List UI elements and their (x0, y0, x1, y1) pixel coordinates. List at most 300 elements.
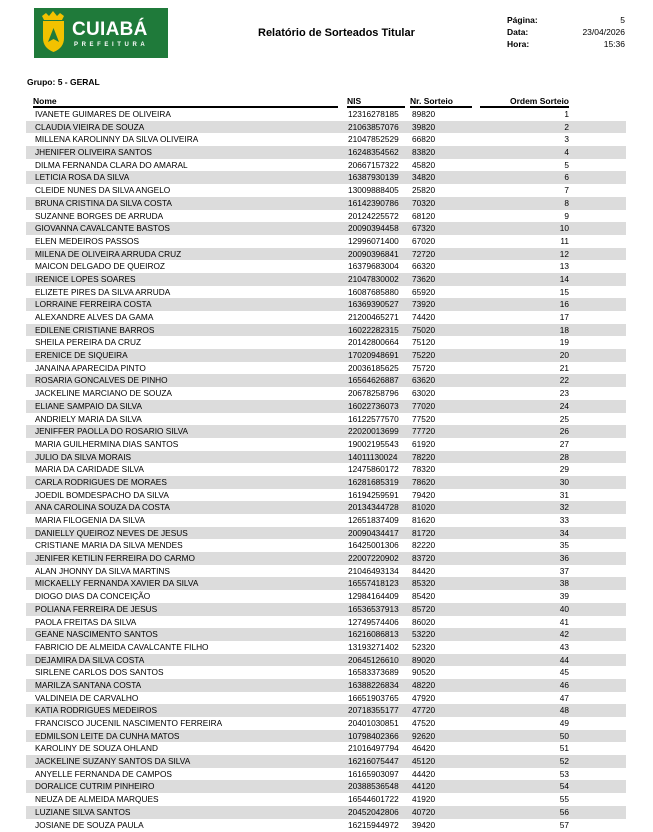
cell-nis: 16122577570 (348, 413, 399, 424)
table-row (26, 666, 626, 679)
cell-nome: SHEILA PEREIRA DA CRUZ (35, 337, 142, 348)
cell-nis: 20452042806 (348, 806, 399, 817)
table-row (26, 704, 626, 717)
cell-nr-sorteio: 53220 (412, 629, 436, 640)
cell-nome: ELIANE SAMPAIO DA SILVA (35, 400, 142, 411)
cell-nis: 20036185625 (348, 362, 399, 373)
cell-ordem-sorteio: 44 (559, 654, 569, 665)
cell-nome: MILLENA KAROLINNY DA SILVA OLIVEIRA (35, 134, 199, 145)
cell-nome: LUZIANE SILVA SANTOS (35, 806, 131, 817)
cell-nr-sorteio: 39420 (412, 819, 436, 830)
table-row (26, 210, 626, 223)
cell-nr-sorteio: 89020 (412, 654, 436, 665)
cell-nr-sorteio: 68120 (412, 210, 436, 221)
table-row (26, 730, 626, 743)
meta-time-value: 15:36 (603, 39, 625, 49)
cell-nis: 16022736073 (348, 400, 399, 411)
cell-nr-sorteio: 41920 (412, 794, 436, 805)
table-row (26, 679, 626, 692)
meta-time (507, 38, 625, 50)
table-row (26, 489, 626, 502)
table-row (26, 451, 626, 464)
report-meta (507, 14, 625, 50)
cell-ordem-sorteio: 13 (559, 261, 569, 272)
cell-nr-sorteio: 45820 (412, 159, 436, 170)
table-row (26, 654, 626, 667)
table-row (26, 298, 626, 311)
cell-nome: DORALICE CUTRIM PINHEIRO (35, 781, 155, 792)
cell-ordem-sorteio: 21 (559, 362, 569, 373)
cell-ordem-sorteio: 18 (559, 324, 569, 335)
meta-date (507, 26, 625, 38)
cell-nome: LETICIA ROSA DA SILVA (35, 172, 130, 183)
table-row (26, 692, 626, 705)
cell-ordem-sorteio: 28 (559, 451, 569, 462)
cell-nr-sorteio: 81020 (412, 502, 436, 513)
cell-nis: 16022282315 (348, 324, 399, 335)
cell-nis: 20142800664 (348, 337, 399, 348)
cell-ordem-sorteio: 31 (559, 489, 569, 500)
cell-nome: BRUNA CRISTINA DA SILVA COSTA (35, 197, 172, 208)
cell-nome: IRENICE LOPES SOARES (35, 273, 136, 284)
cell-ordem-sorteio: 4 (564, 147, 569, 158)
cell-ordem-sorteio: 12 (559, 248, 569, 259)
table-row (26, 717, 626, 730)
cell-nis: 13193271402 (348, 641, 399, 652)
table-row (26, 349, 626, 362)
column-header-nome: Nome (33, 96, 338, 108)
meta-time-label: Hora: (507, 39, 530, 49)
cell-nr-sorteio: 25820 (412, 185, 436, 196)
cell-nr-sorteio: 75720 (412, 362, 436, 373)
table-row (26, 527, 626, 540)
cuiaba-prefeitura-logo (34, 8, 168, 58)
cell-nome: JOSIANE DE SOUZA PAULA (35, 819, 144, 830)
cell-nr-sorteio: 44420 (412, 768, 436, 779)
cell-nr-sorteio: 73620 (412, 273, 436, 284)
cell-ordem-sorteio: 46 (559, 679, 569, 690)
cell-nr-sorteio: 85420 (412, 591, 436, 602)
cell-nr-sorteio: 45120 (412, 756, 436, 767)
cell-nis: 20134344728 (348, 502, 399, 513)
cell-ordem-sorteio: 10 (559, 223, 569, 234)
cell-ordem-sorteio: 37 (559, 565, 569, 576)
cell-nome: GIOVANNA CAVALCANTE BASTOS (35, 223, 170, 234)
cell-ordem-sorteio: 20 (559, 350, 569, 361)
cell-nome: FABRICIO DE ALMEIDA CAVALCANTE FILHO (35, 641, 209, 652)
cell-ordem-sorteio: 43 (559, 641, 569, 652)
cell-ordem-sorteio: 7 (564, 185, 569, 196)
table-row (26, 780, 626, 793)
cell-nr-sorteio: 90520 (412, 667, 436, 678)
table-row (26, 413, 626, 426)
table-row (26, 324, 626, 337)
cell-nr-sorteio: 78620 (412, 476, 436, 487)
cell-nr-sorteio: 89820 (412, 109, 436, 119)
cell-nis: 21047852529 (348, 134, 399, 145)
cell-nr-sorteio: 47720 (412, 705, 436, 716)
cell-nr-sorteio: 61920 (412, 438, 436, 449)
cell-ordem-sorteio: 5 (564, 159, 569, 170)
cell-nome: ALAN JHONNY DA SILVA MARTINS (35, 565, 170, 576)
cell-nome: ELIZETE PIRES DA SILVA ARRUDA (35, 286, 171, 297)
table-row (26, 539, 626, 552)
cell-ordem-sorteio: 50 (559, 730, 569, 741)
table-row (26, 590, 626, 603)
cell-nis: 12316278185 (348, 109, 399, 119)
cell-nr-sorteio: 74420 (412, 312, 436, 322)
table-row (26, 133, 626, 146)
cell-nis: 16087685880 (348, 286, 399, 297)
cell-nis: 16388226834 (348, 679, 399, 690)
cell-ordem-sorteio: 41 (559, 616, 569, 627)
cell-nis: 16651903765 (348, 692, 399, 703)
cell-nis: 21016497794 (348, 743, 399, 754)
cell-nome: GEANE NASCIMENTO SANTOS (35, 629, 158, 640)
table-row (26, 235, 626, 248)
cell-nome: ANA CAROLINA SOUZA DA COSTA (35, 502, 170, 513)
cell-ordem-sorteio: 23 (559, 388, 569, 399)
cell-ordem-sorteio: 42 (559, 629, 569, 640)
cell-nis: 13009888405 (348, 185, 399, 196)
table-row (26, 577, 626, 590)
report-title: Relatório de Sorteados Titular (258, 27, 415, 39)
cell-nome: PAOLA FREITAS DA SILVA (35, 616, 137, 627)
cell-nome: ROSARIA GONCALVES DE PINHO (35, 375, 168, 386)
logo-subtitle: PREFEITURA (74, 42, 149, 48)
cell-nr-sorteio: 83820 (412, 147, 436, 158)
cell-ordem-sorteio: 33 (559, 515, 569, 525)
cell-nome: MARIA DA CARIDADE SILVA (35, 464, 144, 475)
table-row (26, 362, 626, 375)
cell-nis: 16142390786 (348, 197, 399, 208)
meta-page-value: 5 (620, 15, 625, 25)
cell-nis: 16369390527 (348, 299, 399, 310)
table-row (26, 121, 626, 134)
cell-nome: CARLA RODRIGUES DE MORAES (35, 476, 167, 487)
table-row (26, 286, 626, 299)
cell-nr-sorteio: 75120 (412, 337, 436, 348)
cell-nis: 20090394458 (348, 223, 399, 234)
cell-nome: SIRLENE CARLOS DOS SANTOS (35, 667, 164, 678)
cell-nis: 21063857076 (348, 121, 399, 132)
cell-ordem-sorteio: 15 (559, 286, 569, 297)
cell-ordem-sorteio: 26 (559, 426, 569, 437)
cell-ordem-sorteio: 30 (559, 476, 569, 487)
cell-ordem-sorteio: 1 (564, 109, 569, 119)
table-row (26, 159, 626, 172)
table-row (26, 438, 626, 451)
cell-nr-sorteio: 47520 (412, 718, 436, 728)
cell-ordem-sorteio: 35 (559, 540, 569, 551)
cell-nis: 20124225572 (348, 210, 399, 221)
cell-nr-sorteio: 67020 (412, 235, 436, 246)
cell-nr-sorteio: 46420 (412, 743, 436, 754)
cell-nr-sorteio: 66320 (412, 261, 436, 272)
cell-nis: 16281685319 (348, 476, 399, 487)
cell-ordem-sorteio: 45 (559, 667, 569, 678)
cell-nis: 12475860172 (348, 464, 399, 475)
cell-ordem-sorteio: 17 (559, 312, 569, 322)
meta-date-label: Data: (507, 27, 529, 37)
cell-nr-sorteio: 75220 (412, 350, 436, 361)
cell-nome: CLEIDE NUNES DA SILVA ANGELO (35, 185, 171, 196)
cell-nr-sorteio: 77720 (412, 426, 436, 437)
cell-nis: 16536537913 (348, 603, 399, 614)
cell-nis: 16564626887 (348, 375, 399, 386)
cell-nome: POLIANA FERREIRA DE JESUS (35, 603, 158, 614)
table-row (26, 552, 626, 565)
table-row (26, 641, 626, 654)
cell-nr-sorteio: 77520 (412, 413, 436, 424)
cell-nis: 20718355177 (348, 705, 399, 716)
table-row (26, 793, 626, 806)
cell-nis: 12996071400 (348, 235, 399, 246)
cell-ordem-sorteio: 2 (564, 121, 569, 132)
cell-nome: DEJAMIRA DA SILVA COSTA (35, 654, 145, 665)
cell-nr-sorteio: 85720 (412, 603, 436, 614)
cell-ordem-sorteio: 24 (559, 400, 569, 411)
cell-nr-sorteio: 85320 (412, 578, 436, 589)
table-row (26, 171, 626, 184)
table-row (26, 616, 626, 629)
cell-nome: CLAUDIA VIEIRA DE SOUZA (35, 121, 145, 132)
cell-nome: IVANETE GUIMARES DE OLIVEIRA (35, 109, 171, 119)
cell-ordem-sorteio: 16 (559, 299, 569, 310)
cell-nome: ANYELLE FERNANDA DE CAMPOS (35, 768, 172, 779)
logo-wordmark: CUIABÁ (72, 19, 148, 40)
group-heading: Grupo: 5 - GERAL (27, 77, 100, 87)
cell-nome: FRANCISCO JUCENIL NASCIMENTO FERREIRA (35, 718, 223, 728)
cell-nis: 16583373689 (348, 667, 399, 678)
column-header-nis: NIS (347, 96, 405, 108)
meta-page (507, 14, 625, 26)
cell-ordem-sorteio: 6 (564, 172, 569, 183)
cell-nis: 20090434417 (348, 527, 399, 538)
table-row (26, 260, 626, 273)
cell-nis: 21200465271 (348, 312, 399, 322)
cell-nis: 20401030851 (348, 718, 399, 728)
cell-nis: 21046493134 (348, 565, 399, 576)
cell-ordem-sorteio: 34 (559, 527, 569, 538)
cell-nis: 20645126610 (348, 654, 399, 665)
cell-nis: 21047830002 (348, 273, 399, 284)
cell-nr-sorteio: 52320 (412, 641, 436, 652)
cell-ordem-sorteio: 8 (564, 197, 569, 208)
cell-nome: MICKAELLY FERNANDA XAVIER DA SILVA (35, 578, 199, 589)
table-row (26, 565, 626, 578)
cell-nome: DILMA FERNANDA CLARA DO AMARAL (35, 159, 188, 170)
cell-nis: 16165903097 (348, 768, 399, 779)
cell-nome: JHENIFER OLIVEIRA SANTOS (35, 147, 152, 158)
cell-nr-sorteio: 63020 (412, 388, 436, 399)
cell-nis: 16387930139 (348, 172, 399, 183)
table-row (26, 184, 626, 197)
cell-nr-sorteio: 39820 (412, 121, 436, 132)
cell-nome: VALDINEIA DE CARVALHO (35, 692, 139, 703)
cell-nome: JACKELINE MARCIANO DE SOUZA (35, 388, 172, 399)
cell-nr-sorteio: 84420 (412, 565, 436, 576)
cell-nis: 16216086813 (348, 629, 399, 640)
table-row (26, 400, 626, 413)
cell-nr-sorteio: 67320 (412, 223, 436, 234)
column-header-ordem-sorteio: Ordem Sorteio (480, 96, 569, 108)
cell-nr-sorteio: 92620 (412, 730, 436, 741)
cell-nome: DANIELLY QUEIROZ NEVES DE JESUS (35, 527, 188, 538)
cell-nome: ANDRIELY MARIA DA SILVA (35, 413, 142, 424)
cell-nome: KATIA RODRIGUES MEDEIROS (35, 705, 158, 716)
cell-ordem-sorteio: 53 (559, 768, 569, 779)
cell-nis: 16194259591 (348, 489, 399, 500)
cell-nome: MARILZA SANTANA COSTA (35, 679, 142, 690)
cell-nis: 16215944972 (348, 819, 399, 830)
cell-nr-sorteio: 70320 (412, 197, 436, 208)
cell-nr-sorteio: 83720 (412, 553, 436, 564)
table-row (26, 387, 626, 400)
cell-ordem-sorteio: 51 (559, 743, 569, 754)
table-row (26, 311, 626, 324)
cell-ordem-sorteio: 39 (559, 591, 569, 602)
table-row (26, 248, 626, 261)
table-header (0, 96, 653, 107)
cell-nome: CRISTIANE MARIA DA SILVA MENDES (35, 540, 183, 551)
cell-nome: NEUZA DE ALMEIDA MARQUES (35, 794, 159, 805)
cell-ordem-sorteio: 11 (560, 235, 569, 246)
table-row (26, 425, 626, 438)
table-row (26, 501, 626, 514)
cell-nr-sorteio: 40720 (412, 806, 436, 817)
table-row (26, 742, 626, 755)
cell-nome: DIOGO DIAS DA CONCEIÇÃO (35, 591, 151, 602)
column-header-nr-sorteio: Nr. Sorteio (410, 96, 472, 108)
cell-nis: 20388536548 (348, 781, 399, 792)
cell-nome: EDILENE CRISTIANE BARROS (35, 324, 155, 335)
cell-ordem-sorteio: 14 (559, 273, 569, 284)
cell-nome: MILENA DE OLIVEIRA ARRUDA CRUZ (35, 248, 182, 259)
cell-nr-sorteio: 66820 (412, 134, 436, 145)
cell-ordem-sorteio: 27 (559, 438, 569, 449)
cell-nr-sorteio: 48220 (412, 679, 436, 690)
cell-ordem-sorteio: 9 (564, 210, 569, 221)
table-body (26, 108, 626, 831)
table-row (26, 755, 626, 768)
table-row (26, 108, 626, 121)
table-row (26, 768, 626, 781)
cell-ordem-sorteio: 57 (559, 819, 569, 830)
cell-nis: 16544601722 (348, 794, 399, 805)
table-row (26, 463, 626, 476)
cell-ordem-sorteio: 56 (559, 806, 569, 817)
cell-ordem-sorteio: 49 (559, 718, 569, 728)
cell-nr-sorteio: 86020 (412, 616, 436, 627)
table-row (26, 374, 626, 387)
cell-ordem-sorteio: 38 (559, 578, 569, 589)
cell-nome: ALEXANDRE ALVES DA GAMA (35, 312, 154, 322)
cell-nis: 22020013699 (348, 426, 399, 437)
cell-nis: 20678258796 (348, 388, 399, 399)
cell-nome: MARIA FILOGENIA DA SILVA (35, 515, 145, 525)
cell-ordem-sorteio: 40 (559, 603, 569, 614)
cell-nis: 20090396841 (348, 248, 399, 259)
cell-nr-sorteio: 75020 (412, 324, 436, 335)
cell-ordem-sorteio: 3 (564, 134, 569, 145)
cell-nome: MAICON DELGADO DE QUEIROZ (35, 261, 165, 272)
cell-nis: 20667157322 (348, 159, 399, 170)
cell-nome: JOEDIL BOMDESPACHO DA SILVA (35, 489, 169, 500)
cell-ordem-sorteio: 52 (559, 756, 569, 767)
meta-date-value: 23/04/2026 (582, 27, 625, 37)
cell-nome: JENIFER KETILIN FERREIRA DO CARMO (35, 553, 195, 564)
cell-nis: 10798402366 (348, 730, 399, 741)
cell-nome: JENIFFER PAOLLA DO ROSARIO SILVA (35, 426, 189, 437)
cell-nome: EDMILSON LEITE DA CUNHA MATOS (35, 730, 180, 741)
table-row (26, 628, 626, 641)
cell-nis: 19002195543 (348, 438, 399, 449)
cell-nome: JULIO DA SILVA MORAIS (35, 451, 132, 462)
cell-nome: MARIA GUILHERMINA DIAS SANTOS (35, 438, 179, 449)
cell-nome: ELEN MEDEIROS PASSOS (35, 235, 140, 246)
cell-nome: SUZANNE BORGES DE ARRUDA (35, 210, 164, 221)
cell-nis: 12651837409 (348, 515, 399, 525)
table-row (26, 146, 626, 159)
cell-nome: JANAINA APARECIDA PINTO (35, 362, 146, 373)
table-row (26, 514, 626, 527)
cell-nis: 22007220902 (348, 553, 399, 564)
table-row (26, 603, 626, 616)
cell-nr-sorteio: 73920 (412, 299, 436, 310)
cell-nr-sorteio: 81620 (412, 515, 436, 525)
cell-nr-sorteio: 63620 (412, 375, 436, 386)
cell-nr-sorteio: 81720 (412, 527, 436, 538)
table-row (26, 806, 626, 819)
cell-ordem-sorteio: 22 (559, 375, 569, 386)
cell-nis: 16379683004 (348, 261, 399, 272)
cell-nis: 12984164409 (348, 591, 399, 602)
cell-nr-sorteio: 77020 (412, 400, 436, 411)
cell-ordem-sorteio: 54 (559, 781, 569, 792)
table-row (26, 476, 626, 489)
cell-nis: 16248354562 (348, 147, 399, 158)
cell-nr-sorteio: 34820 (412, 172, 436, 183)
cell-nome: LORRAINE FERREIRA COSTA (35, 299, 152, 310)
cell-nr-sorteio: 78320 (412, 464, 436, 475)
cell-ordem-sorteio: 19 (559, 337, 569, 348)
cell-nis: 14011130024 (348, 451, 398, 462)
cell-nr-sorteio: 65920 (412, 286, 436, 297)
cell-nr-sorteio: 72720 (412, 248, 436, 259)
cell-nis: 16425001306 (348, 540, 399, 551)
cell-nome: JACKELINE SUZANY SANTOS DA SILVA (35, 756, 191, 767)
table-row (26, 222, 626, 235)
cell-ordem-sorteio: 25 (559, 413, 569, 424)
cell-ordem-sorteio: 32 (559, 502, 569, 513)
meta-page-label: Página: (507, 15, 538, 25)
table-row (26, 273, 626, 286)
cell-nr-sorteio: 79420 (412, 489, 436, 500)
cell-nr-sorteio: 44120 (412, 781, 436, 792)
cell-nome: ERENICE DE SIQUEIRA (35, 350, 128, 361)
table-row (26, 197, 626, 210)
cell-ordem-sorteio: 55 (559, 794, 569, 805)
table-row (26, 336, 626, 349)
cell-nr-sorteio: 78220 (412, 451, 436, 462)
table-row (26, 819, 626, 832)
cell-ordem-sorteio: 29 (559, 464, 569, 475)
cell-nis: 17020948691 (348, 350, 399, 361)
cell-ordem-sorteio: 47 (559, 692, 569, 703)
cell-ordem-sorteio: 36 (559, 553, 569, 564)
cell-nr-sorteio: 82220 (412, 540, 436, 551)
